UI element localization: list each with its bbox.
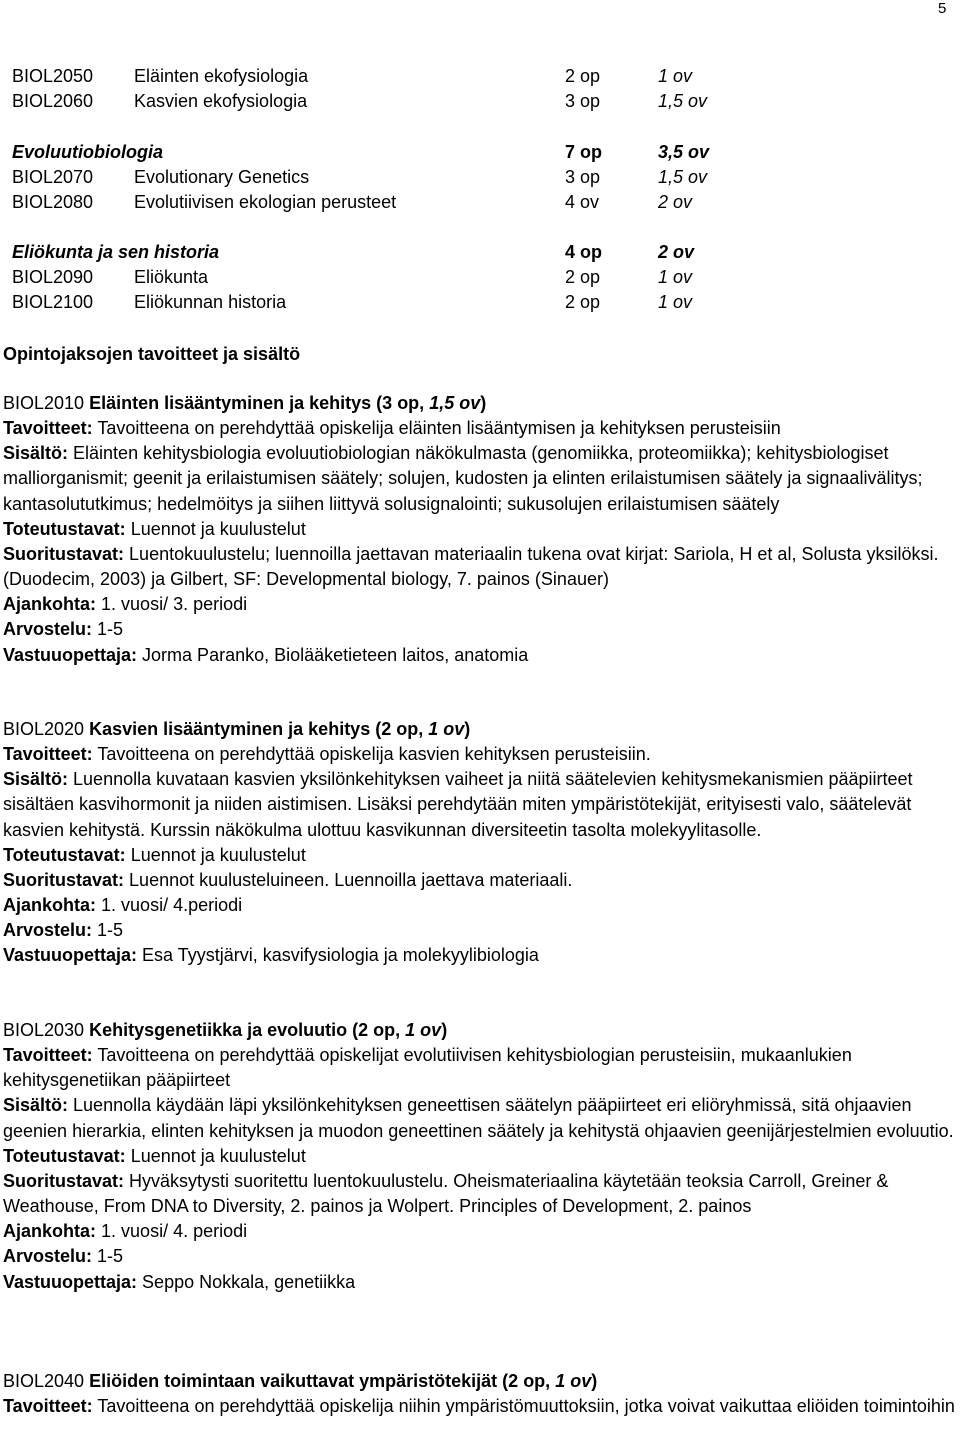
implementation-text: Luennot ja kuulustelut — [130, 844, 306, 865]
completion-text: Hyväksytysti suoritettu luentokuulustelu. Oheismateriaalina käytetään teoksia Carroll, Greiner & Weathouse, From DNA to Diversity, 2. painos ja Wolpert. Principles of Development, 2. painos — [3, 1170, 889, 1217]
implementation-label: Toteutustavat: — [3, 1145, 126, 1166]
credits-ov: 2 ov — [658, 192, 693, 212]
timing-label: Ajankohta: — [3, 594, 97, 615]
teacher-paragraph — [3, 943, 955, 968]
course-block-biol2030 — [3, 1018, 955, 1295]
completion-text: Luennot kuulusteluineen. Luennoilla jaettava materiaali. — [129, 869, 573, 890]
timing-paragraph — [3, 893, 955, 918]
credits-ov: 1 ov — [555, 1371, 592, 1391]
section-heading: Opintojaksojen tavoitteet ja sisältö — [3, 344, 301, 364]
course-block-biol2040 — [3, 1369, 955, 1419]
group-title: Eliökunta ja sen historia — [12, 242, 220, 262]
course-code: BIOL2070 — [12, 167, 94, 187]
course-name: Eliökunnan historia — [134, 292, 287, 312]
course-block-biol2010 — [3, 391, 955, 668]
timing-text: 1. vuosi/ 4. periodi — [101, 1221, 248, 1242]
course-title: Eläinten lisääntyminen ja kehitys (3 op, — [89, 393, 425, 413]
course-block-biol2020 — [3, 717, 955, 969]
title-close: ) — [464, 719, 471, 739]
credits-op: 2 op — [565, 292, 601, 312]
content-paragraph — [3, 767, 955, 842]
course-name: Evolutionary Genetics — [134, 167, 310, 187]
completion-label: Suoritustavat: — [3, 1170, 125, 1191]
implementation-paragraph — [3, 843, 955, 868]
course-code: BIOL2090 — [12, 267, 94, 287]
goals-label: Tavoitteet: — [3, 1396, 93, 1417]
goals-text: Tavoitteena on perehdyttää opiskelija kasvien kehityksen perusteisiin. — [97, 744, 651, 765]
goals-text: Tavoitteena on perehdyttää opiskelija niihin ympäristömuuttoksiin, jotka voivat vaikuttaa eliöiden toimintoihin — [97, 1396, 955, 1417]
course-code: BIOL2050 — [12, 66, 94, 86]
credits-ov: 1 ov — [658, 267, 693, 287]
credits-ov: 2 ov — [658, 242, 695, 262]
course-code: BIOL2010 — [3, 393, 85, 413]
credits-ov: 1,5 ov — [658, 91, 708, 111]
course-title-line — [3, 391, 955, 416]
goals-paragraph — [3, 742, 955, 767]
grading-text: 1-5 — [97, 1246, 124, 1267]
content-text: Luennolla kuvataan kasvien yksilönkehityksen vaiheet ja niitä säätelevien kehitysmekanismien pääpiirteet sisältäen kasvihormonit ja niiden aistimisen. Lisäksi perehdytään miten ympäristötekijät, erityisesti valo, säätelevät kasvien kehitystä. Kurssin näkökulma ulottuu kasvikunnan diversiteetin tasolta molekyylitasolle. — [3, 769, 913, 840]
completion-paragraph — [3, 868, 955, 893]
course-name: Evolutiivisen ekologian perusteet — [134, 192, 397, 212]
credits-ov: 1,5 ov — [658, 167, 708, 187]
course-code: BIOL2040 — [3, 1371, 85, 1391]
teacher-label: Vastuuopettaja: — [3, 945, 138, 966]
implementation-text: Luennot ja kuulustelut — [130, 518, 306, 539]
goals-text: Tavoitteena on perehdyttää opiskelija eläinten lisääntymisen ja kehityksen perusteisiin — [97, 418, 781, 439]
timing-text: 1. vuosi/ 4.periodi — [101, 895, 243, 916]
timing-label: Ajankohta: — [3, 1221, 97, 1242]
course-title-line — [3, 717, 955, 742]
credits-op: 2 op — [565, 66, 601, 86]
content-text: Eläinten kehitysbiologia evoluutiobiologian näkökulmasta (genomiikka, proteomiikka); kehitysbiologiset malliorganismit; geenit ja erilaistumisen säätely; solujen, kudosten ja elinten erilaistumisen säätely ja signaalivälitys; kantasolututkimus; hedelmöitys ja siihen liittyvä solusignalointi; sukusolujen erilaistumisen säätely — [3, 443, 923, 514]
goals-paragraph — [3, 1043, 955, 1093]
teacher-text: Seppo Nokkala, genetiikka — [142, 1271, 356, 1292]
teacher-paragraph — [3, 643, 955, 668]
timing-text: 1. vuosi/ 3. periodi — [101, 594, 248, 615]
completion-paragraph — [3, 542, 955, 592]
goals-label: Tavoitteet: — [3, 744, 93, 765]
course-name: Eliökunta — [134, 267, 209, 287]
course-title: Kasvien lisääntyminen ja kehitys (2 op, — [89, 719, 424, 739]
grading-text: 1-5 — [97, 920, 124, 941]
course-name: Eläinten ekofysiologia — [134, 66, 309, 86]
implementation-label: Toteutustavat: — [3, 518, 126, 539]
course-code: BIOL2060 — [12, 91, 94, 111]
credits-ov: 1 ov — [658, 66, 693, 86]
credits-op: 3 op — [565, 91, 601, 111]
implementation-label: Toteutustavat: — [3, 844, 126, 865]
credits-ov: 1 ov — [658, 292, 693, 312]
title-close: ) — [480, 393, 487, 413]
course-code: BIOL2080 — [12, 192, 94, 212]
credits-op: 7 op — [565, 142, 603, 162]
content-paragraph — [3, 441, 955, 516]
credits-op: 2 op — [565, 267, 601, 287]
course-title-line — [3, 1369, 955, 1394]
implementation-paragraph — [3, 1144, 955, 1169]
course-title: Kehitysgenetiikka ja evoluutio (2 op, — [89, 1020, 401, 1040]
credits-ov: 1,5 ov — [429, 393, 481, 413]
teacher-text: Jorma Paranko, Biolääketieteen laitos, anatomia — [142, 644, 529, 665]
course-title: Eliöiden toimintaan vaikuttavat ympäristötekijät (2 op, — [89, 1371, 551, 1391]
grading-label: Arvostelu: — [3, 1246, 93, 1267]
course-code: BIOL2100 — [12, 292, 94, 312]
credits-ov: 1 ov — [428, 719, 465, 739]
teacher-text: Esa Tyystjärvi, kasvifysiologia ja molekyylibiologia — [142, 945, 539, 966]
course-title-line — [3, 1018, 955, 1043]
completion-paragraph — [3, 1169, 955, 1219]
credits-op: 3 op — [565, 167, 601, 187]
content-label: Sisältö: — [3, 1095, 69, 1116]
goals-label: Tavoitteet: — [3, 418, 93, 439]
course-code: BIOL2030 — [3, 1020, 85, 1040]
content-label: Sisältö: — [3, 443, 69, 464]
content-label: Sisältö: — [3, 769, 69, 790]
grading-text: 1-5 — [97, 619, 124, 640]
teacher-paragraph — [3, 1270, 955, 1295]
goals-label: Tavoitteet: — [3, 1045, 93, 1066]
credits-op: 4 op — [565, 242, 603, 262]
content-paragraph — [3, 1093, 955, 1143]
completion-text: Luentokuulustelu; luennoilla jaettavan materiaalin tukena ovat kirjat: Sariola, H et al, Solusta yksilöksi. (Duodecim, 2003) ja Gilbert, SF: Developmental biology, 7. painos (Sinauer) — [3, 543, 939, 590]
timing-paragraph — [3, 592, 955, 617]
timing-label: Ajankohta: — [3, 895, 97, 916]
group-title: Evoluutiobiologia — [12, 142, 163, 162]
content-text: Luennolla käydään läpi yksilönkehityksen geneettisen säätelyn pääpiirteet eri eliöryhmissä, sitä ohjaavien geenien hierarkia, elinten kehityksen ja muodon geneettinen säätely ja kehitystä ohjaavien geenijärjestelmien evoluutio. — [3, 1095, 954, 1141]
teacher-label: Vastuuopettaja: — [3, 644, 138, 665]
completion-label: Suoritustavat: — [3, 869, 125, 890]
goals-paragraph — [3, 1394, 955, 1419]
course-code: BIOL2020 — [3, 719, 85, 739]
implementation-text: Luennot ja kuulustelut — [130, 1145, 306, 1166]
grading-label: Arvostelu: — [3, 920, 93, 941]
completion-label: Suoritustavat: — [3, 543, 125, 564]
timing-paragraph — [3, 1219, 955, 1244]
credits-ov: 1 ov — [405, 1020, 442, 1040]
implementation-paragraph — [3, 517, 955, 542]
grading-paragraph — [3, 918, 955, 943]
goals-paragraph — [3, 416, 955, 441]
credits-ov: 3,5 ov — [658, 142, 710, 162]
grading-label: Arvostelu: — [3, 619, 93, 640]
title-close: ) — [591, 1371, 598, 1391]
credits-op: 4 ov — [565, 192, 600, 212]
page-number: 5 — [938, 0, 947, 17]
course-name: Kasvien ekofysiologia — [134, 91, 308, 111]
goals-text: Tavoitteena on perehdyttää opiskelijat evolutiivisen kehitysbiologian perusteisiin, mukaanlukien kehitysgenetiikan pääpiirteet — [3, 1045, 852, 1091]
title-close: ) — [441, 1020, 448, 1040]
grading-paragraph — [3, 1244, 955, 1269]
teacher-label: Vastuuopettaja: — [3, 1271, 138, 1292]
grading-paragraph — [3, 617, 955, 642]
